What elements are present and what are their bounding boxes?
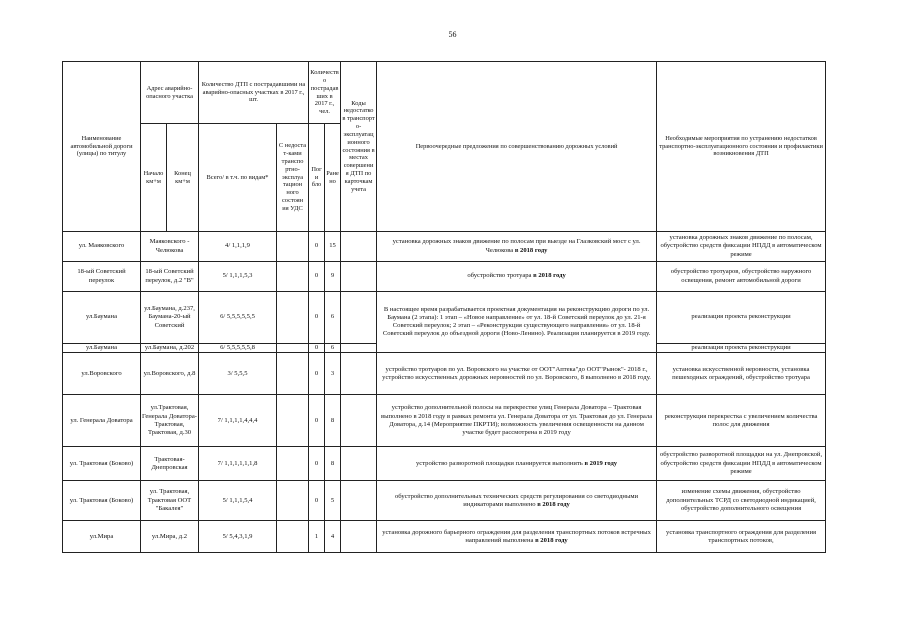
codes-cell: [341, 447, 377, 481]
road-cell: ул. Маяковского: [63, 232, 141, 262]
deficiency-cell: [277, 521, 309, 553]
killed-cell: 0: [309, 353, 325, 395]
codes-cell: [341, 292, 377, 344]
codes-cell: [341, 232, 377, 262]
deficiency-cell: [277, 262, 309, 292]
deficiency-cell: [277, 344, 309, 353]
measures-cell: установка дорожных знаков движение по полосам, обустройство средств фиксации НПДД в автоматическом режиме: [657, 232, 826, 262]
proposal-cell: В настоящее время разрабатывается проектная документация на реконструкцию дороги по ул. Баумана (2 этапа): 1 этап – «Новое направление» от ул. 18-й Советский переулок до ул. 21-я Советский переулок; 2 этап – «Реконструкция существующего направления» от ул. 18-й Советский переулок до объездной дороги (Ново-Ленино). Реализация планируется в 2019 году.: [377, 292, 657, 353]
address-cell: ул.Воровского, д.8: [141, 353, 199, 395]
injured-cell: 8: [325, 447, 341, 481]
total-cell: 6/ 5,5,5,5,5,5: [199, 292, 277, 344]
deficiency-cell: [277, 353, 309, 395]
deficiency-cell: [277, 447, 309, 481]
header-codes: Коды недостатко в транспорт о-эксплуатац ионного состояния в местах совершени я ДТП по карточкам учета: [341, 62, 377, 232]
proposal-year: в 2018 году: [533, 536, 568, 544]
proposal-cell: [377, 262, 657, 292]
proposal-cell: устройство дополнительной полосы на перекрестке улиц Генерала Доватора – Трактовая выполнено в 2018 году в рамках ремонта ул. Генерала Доватора от ул. Трактовая до ул. Генерала Доватора, д.14 (Мероприятие ПКРТИ); возможность увеличения освещенности на данном участке будет рассмотрена в 2019 году: [377, 395, 657, 447]
proposal-cell: [377, 481, 657, 521]
total-cell: 7/ 1,1,1,1,4,4,4: [199, 395, 277, 447]
proposal-year: в 2019 году: [582, 459, 618, 467]
road-cell: ул. Трактовая (Боково): [63, 447, 141, 481]
header-road-name: Наименование автомобильной дороги (улицы) по титулу: [63, 62, 141, 232]
page-number: 56: [448, 30, 457, 39]
injured-cell: 3: [325, 353, 341, 395]
table-row: [63, 521, 826, 553]
measures-cell: установка транспортного ограждения для разделения транспортных потоков,: [657, 521, 826, 553]
codes-cell: [341, 521, 377, 553]
injured-cell: 6: [325, 344, 341, 353]
proposal-text: устройство разворотной площадки планируется выполнить: [416, 459, 583, 467]
deficiency-cell: [277, 481, 309, 521]
road-cell: ул.Воровского: [63, 353, 141, 395]
injured-cell: 6: [325, 292, 341, 344]
address-cell: ул.Мира, д.2: [141, 521, 199, 553]
proposal-text: установка дорожных знаков движение по полосам при выезде на Глазковский мост с ул. Челюкова: [392, 238, 641, 254]
total-cell: 5/ 5,4,3,1,9: [199, 521, 277, 553]
road-cell: ул.Баумана: [63, 292, 141, 344]
road-cell: ул.Мира: [63, 521, 141, 553]
killed-cell: 1: [309, 521, 325, 553]
injured-cell: 9: [325, 262, 341, 292]
killed-cell: 0: [309, 292, 325, 344]
measures-cell: обустройство разворотной площадки на ул. Днепровской, обустройство средств фиксации НПДД в автоматическом режиме: [657, 447, 826, 481]
header-accidents: Количество ДТП с пострадавшими на аварийно-опасных участках в 2017 г., шт.: [199, 62, 309, 124]
header-killed: Поги бло: [309, 124, 325, 232]
measures-cell: установка искусственной неровности, установка пешеходных ограждений, обустройство тротуара: [657, 353, 826, 395]
table-row: [63, 262, 826, 292]
proposal-text: обустройство тротуара: [467, 272, 532, 280]
killed-cell: 0: [309, 395, 325, 447]
injured-cell: 4: [325, 521, 341, 553]
header-measures: Необходимые мероприятия по устранению недостатков транспортно-эксплуатационного состояния и профилактики возникновения ДТП: [657, 62, 826, 232]
header-victims: Количеств о пострадав ших в 2017 г., чел.: [309, 62, 341, 124]
measures-cell: обустройство тротуаров, обустройство наружного освещения, ремонт автомобильной дороги: [657, 262, 826, 292]
header-with-deficiency: С недоста т-ками транспо ртно-эксплуа тацион ного состоян ия УДС: [277, 124, 309, 232]
killed-cell: 0: [309, 232, 325, 262]
header-end: Конец км+м: [167, 124, 199, 232]
total-cell: 5/ 1,1,1,5,3: [199, 262, 277, 292]
header-start: Начало км+м: [141, 124, 167, 232]
measures-cell: реализация проекта реконструкции: [657, 344, 826, 353]
injured-cell: 8: [325, 395, 341, 447]
measures-cell: реконструкция перекрестка с увеличением количества полос для движения: [657, 395, 826, 447]
header-address: Адрес аварийно-опасного участка: [141, 62, 199, 124]
codes-cell: [341, 262, 377, 292]
proposal-text: обустройство дополнительных технических средств регулирования со светодиодными индикаторами выполнено: [394, 492, 639, 508]
total-cell: 5/ 1,1,1,5,4: [199, 481, 277, 521]
killed-cell: 0: [309, 344, 325, 353]
total-cell: 7/ 1,1,1,1,1,1,8: [199, 447, 277, 481]
address-cell: 18-ый Советский переулок, д.2 "В": [141, 262, 199, 292]
road-cell: 18-ый Советский переулок: [63, 262, 141, 292]
proposal-year: в 2018 году: [535, 500, 570, 508]
deficiency-cell: [277, 232, 309, 262]
address-cell: ул.Трактовая, Генерала Доватора-Трактовая, Трактовая, д.30: [141, 395, 199, 447]
killed-cell: 0: [309, 447, 325, 481]
total-cell: 4/ 1,1,1,9: [199, 232, 277, 262]
injured-cell: 15: [325, 232, 341, 262]
injured-cell: 5: [325, 481, 341, 521]
codes-cell: [341, 395, 377, 447]
killed-cell: 0: [309, 262, 325, 292]
proposal-cell: [377, 447, 657, 481]
address-cell: ул.Баумана, д.202: [141, 344, 199, 353]
deficiency-cell: [277, 395, 309, 447]
road-cell: ул. Генерала Доватора: [63, 395, 141, 447]
road-cell: ул. Трактовая (Боково): [63, 481, 141, 521]
proposal-cell: устройство тротуаров по ул. Воровского на участке от ООТ"Аптека"до ООТ"Рынок"- 2018 г., устройство искусственных дорожных неровностей по ул. Воровского, 8 выполнено в 2018 году.: [377, 353, 657, 395]
address-cell: Трактовая-Днепровская: [141, 447, 199, 481]
codes-cell: [341, 344, 377, 353]
proposal-text: установка дорожного барьерного ограждения для разделения транспортных потоков встречных направлений выполнена: [382, 528, 651, 544]
proposal-year: в 2018 году: [531, 272, 566, 280]
road-cell: ул.Баумана: [63, 344, 141, 353]
table-row: [63, 353, 826, 395]
proposal-cell: [377, 232, 657, 262]
measures-cell: реализация проекта реконструкции: [657, 292, 826, 344]
table-row: [63, 292, 826, 344]
table-row: [63, 395, 826, 447]
address-cell: ул. Трактовая, Трактовая ООТ "Бакалея": [141, 481, 199, 521]
table-row: [63, 232, 826, 262]
header-total-types: Всего/ в т.ч. по видам*: [199, 124, 277, 232]
table-row: [63, 447, 826, 481]
measures-cell: изменение схемы движения, обустройство дополнительных ТСРД со светодиодной индикацией, обустройство дополнительного освещения: [657, 481, 826, 521]
header-proposals: Первоочередные предложения по совершенствованию дорожных условий: [377, 62, 657, 232]
codes-cell: [341, 481, 377, 521]
deficiency-cell: [277, 292, 309, 344]
proposal-year: в 2018 году: [513, 246, 548, 254]
total-cell: 3/ 5,5,5: [199, 353, 277, 395]
address-cell: Маяковского - Челюкова: [141, 232, 199, 262]
header-injured: Ране но: [325, 124, 341, 232]
address-cell: ул.Баумана, д.237, Баумана-20-ый Советский: [141, 292, 199, 344]
proposal-cell: [377, 521, 657, 553]
codes-cell: [341, 353, 377, 395]
killed-cell: 0: [309, 481, 325, 521]
accident-table: [62, 61, 826, 553]
table-row: [63, 481, 826, 521]
total-cell: 6/ 5,5,5,5,5,8: [199, 344, 277, 353]
